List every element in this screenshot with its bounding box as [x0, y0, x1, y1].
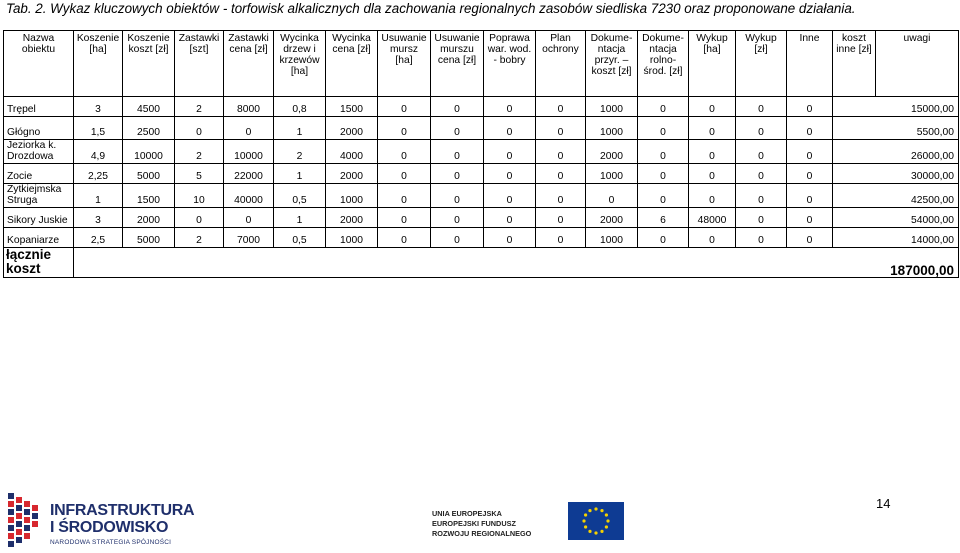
- value-cell: 5000: [123, 164, 175, 184]
- table-row: [4, 117, 959, 140]
- table-row: [4, 97, 959, 117]
- value-cell: 0: [175, 117, 224, 140]
- value-cell: 2,5: [74, 228, 123, 248]
- col-header-wykup-ha: Wykup [ha]: [689, 31, 736, 97]
- value-cell: 0: [536, 97, 586, 117]
- value-cell: 1: [74, 184, 123, 208]
- table-row: [4, 208, 959, 228]
- value-cell: 10000: [224, 140, 274, 164]
- value-cell: 0: [224, 117, 274, 140]
- col-header-inne: Inne: [787, 31, 833, 97]
- total-value: 187000,00: [74, 248, 959, 278]
- logo-left-line2: I ŚRODOWISKO: [50, 519, 169, 536]
- page-number: 14: [876, 496, 891, 511]
- value-cell: 0: [689, 184, 736, 208]
- value-cell: 0: [638, 97, 689, 117]
- value-cell: 2: [175, 140, 224, 164]
- col-header-dok-przyr: Dokume-ntacja przyr. – koszt [zł]: [586, 31, 638, 97]
- value-cell: 1: [274, 117, 326, 140]
- value-cell: 2000: [326, 164, 378, 184]
- object-name-cell: Sikory Juskie: [4, 208, 74, 228]
- eu-star-icon: [605, 513, 608, 516]
- value-cell: 1500: [326, 97, 378, 117]
- value-cell: 0: [638, 164, 689, 184]
- value-cell: 2: [175, 228, 224, 248]
- eu-fund-logo-text: [430, 505, 570, 545]
- value-cell: 0: [638, 228, 689, 248]
- value-cell: 0: [378, 140, 431, 164]
- value-cell: 10: [175, 184, 224, 208]
- value-cell: 1000: [586, 97, 638, 117]
- value-cell: 0: [536, 208, 586, 228]
- value-cell: 8000: [224, 97, 274, 117]
- value-cell: 0: [484, 140, 536, 164]
- value-cell: 6: [638, 208, 689, 228]
- value-cell: 0: [536, 164, 586, 184]
- value-cell: 4500: [123, 97, 175, 117]
- value-cell: 0: [787, 228, 833, 248]
- value-cell: 4000: [326, 140, 378, 164]
- value-cell: 0: [431, 208, 484, 228]
- value-cell: 0: [224, 208, 274, 228]
- value-cell: 0: [638, 117, 689, 140]
- table-caption: Tab. 2. Wykaz kluczowych obiektów - torfowisk alkalicznych dla zachowania regionalnych zasobów siedliska 7230 oraz proponowane działania.: [6, 1, 856, 16]
- value-cell: 0: [536, 184, 586, 208]
- table-row: [4, 140, 959, 164]
- row-total-cell: 42500,00: [833, 184, 959, 208]
- value-cell: 48000: [689, 208, 736, 228]
- table-row: [4, 164, 959, 184]
- value-cell: 0: [736, 228, 787, 248]
- value-cell: 0: [536, 117, 586, 140]
- value-cell: 1000: [586, 228, 638, 248]
- data-table: [3, 30, 959, 278]
- header-row: [4, 31, 959, 97]
- value-cell: 0: [378, 228, 431, 248]
- table-row: [4, 228, 959, 248]
- value-cell: 2000: [586, 140, 638, 164]
- value-cell: 0: [536, 140, 586, 164]
- value-cell: 1000: [586, 164, 638, 184]
- value-cell: 0: [787, 97, 833, 117]
- row-total-cell: 26000,00: [833, 140, 959, 164]
- value-cell: 0: [378, 117, 431, 140]
- object-name-cell: Kopaniarze: [4, 228, 74, 248]
- value-cell: 0: [736, 97, 787, 117]
- value-cell: 0: [484, 228, 536, 248]
- eu-star-icon: [582, 519, 585, 522]
- col-header-koszenie-koszt: Koszenie koszt [zł]: [123, 31, 175, 97]
- value-cell: 0: [787, 140, 833, 164]
- value-cell: 0: [638, 140, 689, 164]
- eu-star-icon: [588, 509, 591, 512]
- logo-left-line3: NARODOWA STRATEGIA SPÓJNOŚCI: [50, 539, 172, 546]
- col-header-zastawki-cena: Zastawki cena [zł]: [224, 31, 274, 97]
- value-cell: 0: [484, 208, 536, 228]
- value-cell: 1500: [123, 184, 175, 208]
- value-cell: 0: [689, 97, 736, 117]
- col-header-poprawa: Poprawa war. wod. - bobry: [484, 31, 536, 97]
- col-header-usuwanie-mursz: Usuwanie mursz [ha]: [378, 31, 431, 97]
- value-cell: 0: [431, 228, 484, 248]
- infrastruktura-logo: [6, 490, 195, 550]
- eu-star-icon: [594, 507, 597, 510]
- value-cell: 0: [736, 140, 787, 164]
- value-cell: 0: [787, 208, 833, 228]
- value-cell: 5: [175, 164, 224, 184]
- value-cell: 3: [74, 208, 123, 228]
- row-total-cell: 30000,00: [833, 164, 959, 184]
- value-cell: 4,9: [74, 140, 123, 164]
- value-cell: 0: [736, 117, 787, 140]
- value-cell: 0: [736, 208, 787, 228]
- infrastruktura-emblem-icon: [6, 493, 42, 549]
- value-cell: 0: [431, 97, 484, 117]
- value-cell: 0: [431, 184, 484, 208]
- col-header-wycinka-cena: Wycinka cena [zł]: [326, 31, 378, 97]
- value-cell: 0,8: [274, 97, 326, 117]
- value-cell: 0: [484, 184, 536, 208]
- row-total-cell: 54000,00: [833, 208, 959, 228]
- value-cell: 0: [431, 164, 484, 184]
- value-cell: 0: [586, 184, 638, 208]
- value-cell: 2000: [326, 117, 378, 140]
- value-cell: 3: [74, 97, 123, 117]
- value-cell: 0: [787, 184, 833, 208]
- object-name-cell: Żytkiejmska Struga: [4, 184, 74, 208]
- value-cell: 22000: [224, 164, 274, 184]
- value-cell: 2000: [123, 208, 175, 228]
- value-cell: 0,5: [274, 184, 326, 208]
- value-cell: 1000: [326, 184, 378, 208]
- value-cell: 0: [378, 208, 431, 228]
- eu-star-icon: [594, 531, 597, 534]
- value-cell: 0: [484, 164, 536, 184]
- value-cell: 0: [378, 97, 431, 117]
- eu-star-icon: [606, 519, 609, 522]
- value-cell: 0: [431, 140, 484, 164]
- logo-left-line1: INFRASTRUKTURA: [50, 502, 195, 519]
- row-total-cell: 5500,00: [833, 117, 959, 140]
- value-cell: 2,25: [74, 164, 123, 184]
- value-cell: 0: [689, 140, 736, 164]
- value-cell: 0: [689, 117, 736, 140]
- value-cell: 0: [689, 228, 736, 248]
- eu-flag-icon: [568, 502, 624, 540]
- eu-star-icon: [588, 530, 591, 533]
- logo-right-line3: ROZWOJU REGIONALNEGO: [432, 529, 532, 538]
- value-cell: 0: [431, 117, 484, 140]
- logo-right-line1: UNIA EUROPEJSKA: [432, 509, 502, 518]
- value-cell: 2000: [326, 208, 378, 228]
- col-header-zastawki-szt: Zastawki [szt]: [175, 31, 224, 97]
- col-header-name: Nazwa obiektu: [4, 31, 74, 97]
- value-cell: 0: [484, 97, 536, 117]
- eu-star-icon: [584, 525, 587, 528]
- col-header-dok-rolno: Dokume-ntacja rolno-środ. [zł]: [638, 31, 689, 97]
- value-cell: 1,5: [74, 117, 123, 140]
- value-cell: 10000: [123, 140, 175, 164]
- eu-star-icon: [600, 530, 603, 533]
- value-cell: 0: [536, 228, 586, 248]
- object-name-cell: Jeziorka k. Drozdowa: [4, 140, 74, 164]
- value-cell: 0: [736, 184, 787, 208]
- col-header-wycinka-ha: Wycinka drzew i krzewów [ha]: [274, 31, 326, 97]
- col-header-wykup-zl: Wykup [zł]: [736, 31, 787, 97]
- value-cell: 40000: [224, 184, 274, 208]
- value-cell: 2: [175, 97, 224, 117]
- value-cell: 5000: [123, 228, 175, 248]
- value-cell: 1000: [586, 117, 638, 140]
- object-name-cell: Trępel: [4, 97, 74, 117]
- value-cell: 0: [787, 117, 833, 140]
- row-total-cell: 15000,00: [833, 97, 959, 117]
- logo-right-line2: EUROPEJSKI FUNDUSZ: [432, 519, 516, 528]
- value-cell: 1000: [326, 228, 378, 248]
- value-cell: 0: [689, 164, 736, 184]
- eu-star-icon: [605, 525, 608, 528]
- value-cell: 0: [175, 208, 224, 228]
- object-name-cell: Głógno: [4, 117, 74, 140]
- eu-star-icon: [584, 513, 587, 516]
- value-cell: 2: [274, 140, 326, 164]
- value-cell: 2500: [123, 117, 175, 140]
- col-header-usuwanie-cena: Usuwanie murszu cena [zł]: [431, 31, 484, 97]
- value-cell: 1: [274, 164, 326, 184]
- col-header-koszt-inne: koszt inne [zł]: [833, 31, 876, 97]
- col-header-koszenie-ha: Koszenie [ha]: [74, 31, 123, 97]
- value-cell: 0: [736, 164, 787, 184]
- value-cell: 7000: [224, 228, 274, 248]
- value-cell: 0: [787, 164, 833, 184]
- value-cell: 2000: [586, 208, 638, 228]
- col-header-plan: Plan ochrony: [536, 31, 586, 97]
- object-name-cell: Zocie: [4, 164, 74, 184]
- col-header-uwagi: uwagi: [876, 31, 959, 97]
- value-cell: 0,5: [274, 228, 326, 248]
- value-cell: 1: [274, 208, 326, 228]
- eu-star-icon: [600, 509, 603, 512]
- row-total-cell: 14000,00: [833, 228, 959, 248]
- total-label: łącznie koszt: [4, 248, 74, 278]
- value-cell: 0: [638, 184, 689, 208]
- value-cell: 0: [378, 164, 431, 184]
- value-cell: 0: [484, 117, 536, 140]
- value-cell: 0: [378, 184, 431, 208]
- table-row: [4, 184, 959, 208]
- total-row: [4, 248, 959, 278]
